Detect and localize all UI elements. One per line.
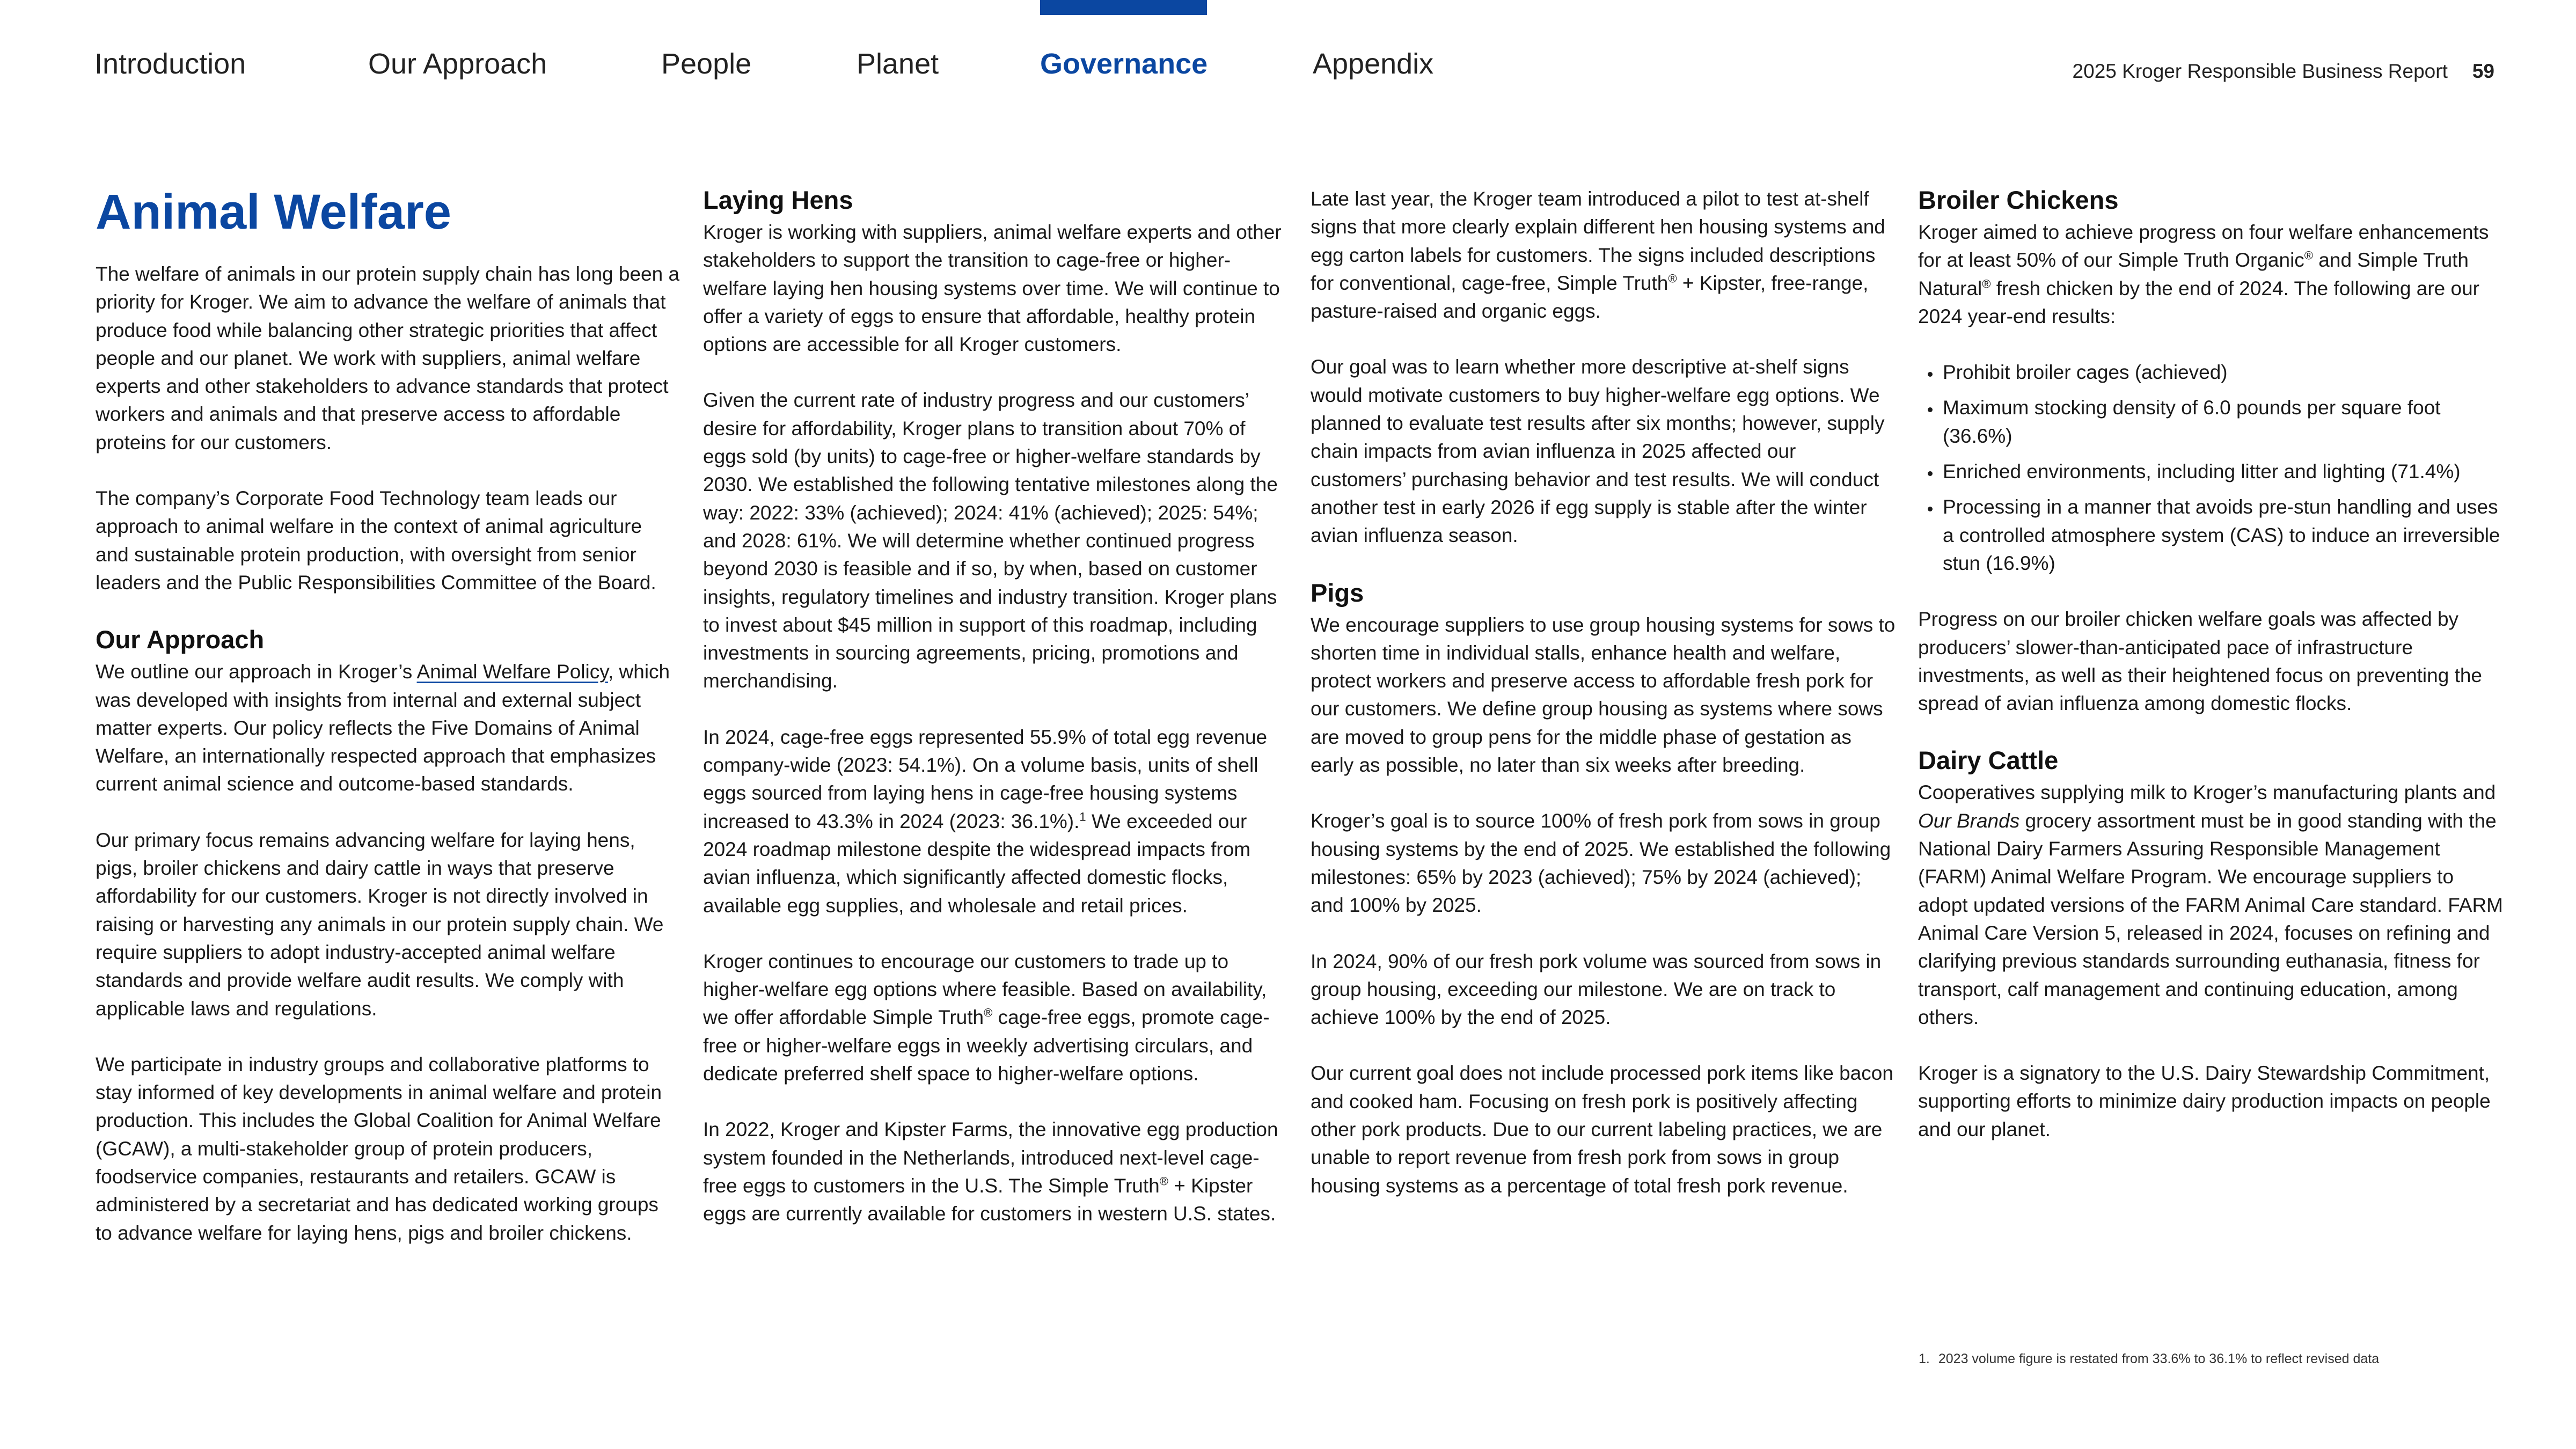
cage-free-stats-tail: We exceeded our 2024 roadmap milestone despite the widespread impacts from avian influenza, which significantly affected domestic flocks, available egg supplies, and wholesale and retail prices. (703, 810, 1251, 917)
trade-up-text-end: cage-free eggs, promote cage-free or higher-welfare eggs in weekly advertising circulars, and dedicate preferred shelf space to higher-welfare options. (703, 1006, 1270, 1085)
footnote (1919, 1351, 2379, 1367)
laying-hens-heading: Laying Hens (703, 186, 853, 214)
report-header (2073, 60, 2494, 83)
policy-text-end: , which was developed with insights from internal and external subject matter experts. Our policy reflects the Five Domains of Animal Welfare, an internationally respected approach that emphasizes current animal science and outcome-based standards. (96, 661, 670, 795)
dairy-text-start: Cooperatives supplying milk to Kroger’s manufacturing plants and (1918, 781, 2496, 804)
intro-paragraph: The welfare of animals in our protein supply chain has long been a priority for Kroger. We aim to advance the welfare of animals that produce food while balancing other strategic priorities that affect people and our planet. We work with suppliers, animal welfare experts and other stakeholders to advance standards that protect workers and animals and that preserve access to affordable proteins for our customers. (96, 263, 680, 453)
column-1 (96, 185, 680, 1275)
food-technology-paragraph: The company’s Corporate Food Technology team leads our approach to animal welfare in the context of animal agriculture and sustainable protein production, with oversight from senior leaders and the Public Responsibilities Committee of the Board. (96, 487, 656, 594)
cage-free-stats-text: In 2024, cage-free eggs represented 55.9% of total egg revenue company-wide (2023: 54.1%). On a volume basis, units of shell eggs sourced from laying hens in cage-free housing systems increased to 43.3% in 2024 (2023: 36.1%). (703, 726, 1268, 832)
laying-hens-paragraph-5 (703, 1116, 1288, 1228)
list-item: • Prohibit broiler cages (achieved) (1941, 358, 2503, 386)
nav-tab-our-approach[interactable]: Our Approach (368, 48, 547, 80)
registered-mark: ® (1982, 277, 1991, 291)
pigs-paragraph-1: We encourage suppliers to use group housing systems for sows to shorten time in individual stalls, enhance health and welfare, protect workers and preserve access to affordable fresh pork for our customers. We define group housing as systems where sows are moved to group pens for the middle phase of gestation as early as possible, no later than six weeks after breeding. (1311, 613, 1896, 777)
our-brands-text: Our Brands (1918, 809, 2020, 832)
kipster-text-start: In 2022, Kroger and Kipster Farms, the innovative egg production system founded in the Netherlands, introduced next-level cage-free eggs to customers in the U.S. The Simple Truth (703, 1118, 1278, 1197)
broiler-text-a: Kroger aimed to achieve progress on four welfare enhancements for at least 50% of our Simple Truth Organic (1918, 221, 2489, 272)
broiler-text-c: fresh chicken by the end of 2024. The following are our 2024 year-end results: (1918, 277, 2479, 327)
top-navigation (0, 0, 2576, 107)
nav-tab-people[interactable]: People (661, 48, 752, 80)
broiler-intro-paragraph (1918, 218, 2503, 331)
page-number: 59 (2472, 60, 2494, 82)
pigs-heading: Pigs (1311, 578, 1364, 607)
animal-welfare-policy-link[interactable]: Animal Welfare Policy (416, 661, 608, 683)
laying-hens-paragraph-2: Given the current rate of industry progress and our customers’ desire for affordability, Kroger plans to transition about 70% of eggs sold (by units) to cage-free or higher-welfare standards by 2030. We established the following tentative milestones along the way: 2022: 33% (achieved); 2024: 41% (achieved); 2025: 54%; and 2028: 61%. We will determine whether continued progress beyond 2030 is feasible and if so, by when, based on customer insights, regulatory timelines and industry transition. Kroger plans to invest about $45 million in support of this roadmap, including investments in sourcing agreements, pricing, promotions and merchandising. (703, 389, 1278, 692)
pigs-paragraph-2: Kroger’s goal is to source 100% of fresh pork from sows in group housing systems by the end of 2025. We established the following milestones: 65% by 2023 (achieved); 75% by 2024 (achieved); and 100% by 2025. (1311, 810, 1891, 917)
footnote-reference: 1 (1079, 810, 1086, 824)
laying-hens-paragraph-3 (703, 723, 1288, 920)
policy-paragraph (96, 658, 680, 798)
kipster-text-end: + Kipster eggs are currently available for customers in western U.S. states. (703, 1174, 1276, 1225)
our-approach-heading: Our Approach (96, 625, 265, 654)
broiler-text-b: and Simple Truth Natural (1918, 249, 2469, 299)
report-title: 2025 Kroger Responsible Business Report (2072, 60, 2448, 82)
list-item: • Processing in a manner that avoids pre-stun handling and uses a controlled atmosphere system (CAS) to induce an irreversible stun (16.9%) (1941, 493, 2503, 577)
nav-tab-introduction[interactable]: Introduction (94, 48, 246, 80)
registered-mark: ® (1668, 272, 1677, 286)
list-item: • Maximum stocking density of 6.0 pounds per square foot (36.6%) (1941, 394, 2503, 450)
active-tab-indicator (1040, 0, 1207, 15)
nav-tab-governance[interactable]: Governance (1040, 48, 1208, 80)
footnote-text: 2023 volume figure is restated from 33.6% to 36.1% to reflect revised data (1938, 1351, 2380, 1366)
nav-tab-planet[interactable]: Planet (857, 48, 939, 80)
page-title: Animal Welfare (96, 185, 451, 239)
industry-groups-paragraph: We participate in industry groups and collaborative platforms to stay informed of key developments in animal welfare and protein production. This includes the Global Coalition for Animal Welfare (GCAW), a multi-stakeholder group of protein producers, foodservice companies, restaurants and retailers. GCAW is administered by a secretariat and has dedicated working groups to advance welfare for laying hens, pigs and broiler chickens. (96, 1053, 662, 1244)
footnote-number: 1. (1919, 1351, 1930, 1366)
dairy-paragraph-1 (1918, 779, 2503, 1031)
dairy-text-end: grocery assortment must be in good standing with the National Dairy Farmers Assuring Responsible Management (FARM) Animal Welfare Program. We encourage suppliers to adopt updated versions of the FARM Animal Care standard. FARM Animal Care Version 5, released in 2024, focuses on refining and clarifying previous standards surrounding euthanasia, fitness for transport, calf management and continuing education, among others. (1918, 809, 2504, 1028)
list-item: • Enriched environments, including litter and lighting (71.4%) (1941, 458, 2503, 486)
dairy-cattle-heading: Dairy Cattle (1918, 746, 2059, 775)
pigs-paragraph-3: In 2024, 90% of our fresh pork volume was sourced from sows in group housing, exceeding our milestone. We are on track to achieve 100% by the end of 2025. (1311, 950, 1882, 1029)
registered-mark: ® (1159, 1174, 1168, 1188)
registered-mark: ® (984, 1006, 993, 1020)
nav-tab-appendix[interactable]: Appendix (1313, 48, 1434, 80)
primary-focus-paragraph: Our primary focus remains advancing welfare for laying hens, pigs, broiler chickens and dairy cattle in ways that preserve affordability for our customers. Kroger is not directly involved in raising or harvesting any animals in our protein supply chain. We require suppliers to adopt industry-accepted animal welfare standards and provide welfare audit results. We comply with applicable laws and regulations. (96, 829, 664, 1020)
dairy-paragraph-2: Kroger is a signatory to the U.S. Dairy Stewardship Commitment, supporting efforts to minimize dairy production impacts on people and our planet. (1918, 1062, 2491, 1140)
laying-hens-paragraph-1: Kroger is working with suppliers, animal welfare experts and other stakeholders to support the transition to cage-free or higher-welfare laying hen housing systems over time. We will continue to offer a variety of eggs to ensure that affordable, healthy protein options are accessible for all Kroger customers. (703, 221, 1282, 356)
registered-mark: ® (2304, 248, 2314, 262)
broiler-chickens-heading: Broiler Chickens (1918, 186, 2119, 214)
signs-goal-paragraph: Our goal was to learn whether more descriptive at-shelf signs would motivate customers to buy higher-welfare egg options. We planned to evaluate test results after six months; however, supply chain impacts from avian influenza in 2025 affected our customers’ purchasing behavior and test results. We will conduct another test in early 2026 if egg supply is stable after the winter avian influenza season. (1311, 356, 1885, 547)
broiler-results-list (1918, 358, 2503, 577)
column-4 (1918, 185, 2503, 1172)
laying-hens-paragraph-4 (703, 948, 1288, 1088)
trade-up-text-start: Kroger continues to encourage our customers to trade up to higher-welfare egg options where feasible. Based on availability, we offer affordable Simple Truth (703, 950, 1267, 1029)
column-2 (703, 185, 1288, 1256)
pilot-text-start: Late last year, the Kroger team introduced a pilot to test at-shelf signs that more clearly explain different hen housing systems and egg carton labels for customers. The signs included descriptions for conventional, cage-free, Simple Truth (1311, 188, 1885, 294)
pilot-text-end: + Kipster, free-range, pasture-raised and organic eggs. (1311, 272, 1869, 323)
pilot-signs-paragraph (1311, 185, 1896, 325)
column-3 (1311, 185, 1896, 1228)
policy-text-start: We outline our approach in Kroger’s (96, 661, 417, 683)
broiler-progress-paragraph: Progress on our broiler chicken welfare goals was affected by producers’ slower-than-anticipated pace of infrastructure investments, as well as their heightened focus on preventing the spread of avian influenza among domestic flocks. (1918, 608, 2483, 715)
pigs-paragraph-4: Our current goal does not include processed pork items like bacon and cooked ham. Focusing on fresh pork is positively affecting other pork products. Due to our current labeling practices, we are unable to report revenue from fresh pork from sows in group housing systems as a percentage of total fresh pork revenue. (1311, 1062, 1893, 1197)
